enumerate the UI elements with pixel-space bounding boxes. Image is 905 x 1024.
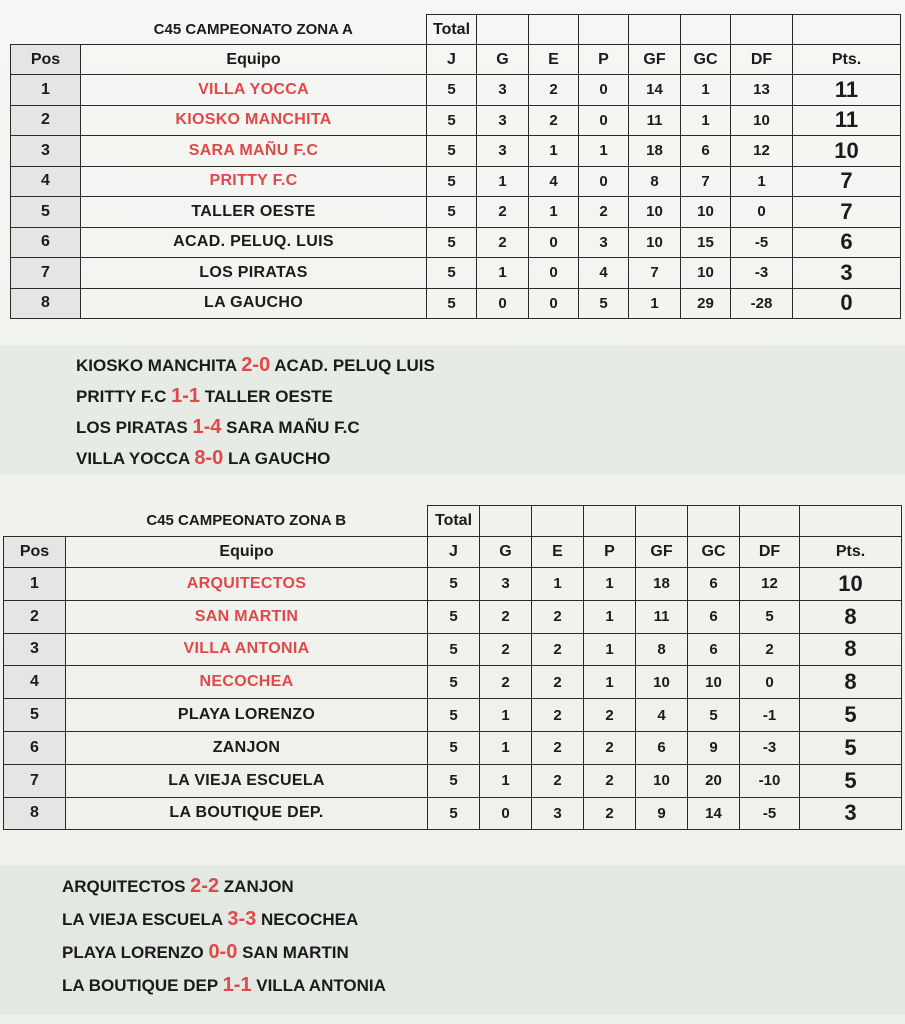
- zona-b-body: [4, 568, 902, 830]
- won-cell: 3: [477, 136, 529, 167]
- gc-header: GC: [681, 45, 731, 75]
- goals-for-cell: 4: [636, 699, 688, 732]
- drawn-cell: 2: [532, 600, 584, 633]
- match-result: [62, 908, 358, 931]
- zona-a-standings-table: [10, 14, 901, 319]
- table-row: [11, 197, 901, 228]
- pos-cell: 2: [11, 105, 81, 136]
- drawn-cell: 0: [529, 258, 579, 289]
- won-cell: 1: [477, 258, 529, 289]
- team-name: PLAYA LORENZO: [66, 699, 428, 732]
- won-cell: 2: [477, 197, 529, 228]
- table-row: [11, 136, 901, 167]
- match-score: 0-0: [208, 941, 238, 963]
- lost-cell: 1: [584, 666, 636, 699]
- match-score: 1-4: [192, 416, 222, 438]
- goals-against-cell: 6: [688, 568, 740, 601]
- table-row: [4, 666, 902, 699]
- goals-against-cell: 9: [688, 731, 740, 764]
- match-result: [62, 875, 294, 898]
- played-cell: 5: [428, 633, 480, 666]
- home-team: LOS PIRATAS: [76, 418, 188, 437]
- goal-diff-cell: 12: [740, 568, 800, 601]
- home-team: PLAYA LORENZO: [62, 943, 204, 962]
- table-row: [4, 633, 902, 666]
- e-header: E: [532, 537, 584, 568]
- team-name: LOS PIRATAS: [81, 258, 427, 289]
- goal-diff-cell: -3: [731, 258, 793, 289]
- points-cell: 6: [793, 227, 901, 258]
- played-cell: 5: [427, 227, 477, 258]
- points-cell: 0: [793, 288, 901, 319]
- team-name: LA BOUTIQUE DEP.: [66, 797, 428, 830]
- goals-against-cell: 29: [681, 288, 731, 319]
- goal-diff-cell: -1: [740, 699, 800, 732]
- goals-for-cell: 18: [629, 136, 681, 167]
- match-result: [76, 354, 435, 377]
- table-row: [4, 764, 902, 797]
- played-cell: 5: [428, 797, 480, 830]
- lost-cell: 2: [584, 764, 636, 797]
- lost-cell: 2: [584, 731, 636, 764]
- pos-header: Pos: [4, 537, 66, 568]
- goal-diff-cell: -5: [731, 227, 793, 258]
- goals-against-cell: 10: [681, 258, 731, 289]
- table-row: [11, 75, 901, 106]
- goals-for-cell: 8: [629, 166, 681, 197]
- lost-cell: 2: [579, 197, 629, 228]
- away-team: ZANJON: [223, 877, 294, 896]
- team-header: Equipo: [66, 537, 428, 568]
- goals-for-cell: 9: [636, 797, 688, 830]
- played-cell: 5: [427, 197, 477, 228]
- pos-cell: 5: [11, 197, 81, 228]
- match-score: 3-3: [227, 908, 257, 930]
- pos-cell: 8: [11, 288, 81, 319]
- pos-cell: 2: [4, 600, 66, 633]
- team-name: ACAD. PELUQ. LUIS: [81, 227, 427, 258]
- team-name: KIOSKO MANCHITA: [81, 105, 427, 136]
- team-header: Equipo: [81, 45, 427, 75]
- played-cell: 5: [427, 166, 477, 197]
- zona-a-results: [0, 345, 905, 475]
- match-result: [76, 447, 330, 470]
- played-cell: 5: [428, 731, 480, 764]
- zona-a-body: [11, 75, 901, 319]
- zona-a-header: [11, 15, 901, 75]
- pos-cell: 5: [4, 699, 66, 732]
- match-score: 1-1: [222, 974, 252, 996]
- drawn-cell: 2: [532, 666, 584, 699]
- goals-for-cell: 11: [636, 600, 688, 633]
- played-cell: 5: [427, 258, 477, 289]
- away-team: SARA MAÑU F.C: [226, 418, 360, 437]
- table-row: [11, 227, 901, 258]
- played-cell: 5: [428, 568, 480, 601]
- won-cell: 1: [480, 699, 532, 732]
- goal-diff-cell: -5: [740, 797, 800, 830]
- played-cell: 5: [428, 666, 480, 699]
- drawn-cell: 0: [529, 288, 579, 319]
- drawn-cell: 4: [529, 166, 579, 197]
- pos-cell: 7: [11, 258, 81, 289]
- points-cell: 8: [800, 633, 902, 666]
- e-header: E: [529, 45, 579, 75]
- goals-for-cell: 11: [629, 105, 681, 136]
- total-header: Total: [428, 506, 480, 537]
- goal-diff-cell: 13: [731, 75, 793, 106]
- drawn-cell: 2: [532, 764, 584, 797]
- match-result: [62, 974, 386, 997]
- points-cell: 3: [800, 797, 902, 830]
- won-cell: 0: [480, 797, 532, 830]
- home-team: ARQUITECTOS: [62, 877, 186, 896]
- goals-against-cell: 20: [688, 764, 740, 797]
- pos-cell: 3: [4, 633, 66, 666]
- won-cell: 2: [480, 600, 532, 633]
- lost-cell: 2: [584, 699, 636, 732]
- lost-cell: 2: [584, 797, 636, 830]
- lost-cell: 4: [579, 258, 629, 289]
- lost-cell: 3: [579, 227, 629, 258]
- goal-diff-cell: 1: [731, 166, 793, 197]
- played-cell: 5: [428, 699, 480, 732]
- zona-b-title: C45 CAMPEONATO ZONA B: [146, 512, 347, 530]
- goal-diff-cell: 12: [731, 136, 793, 167]
- zona-b-standings-table: [3, 505, 902, 830]
- gf-header: GF: [636, 537, 688, 568]
- points-cell: 10: [800, 568, 902, 601]
- g-header: G: [480, 537, 532, 568]
- lost-cell: 1: [584, 568, 636, 601]
- goals-for-cell: 1: [629, 288, 681, 319]
- match-result: [62, 941, 349, 964]
- goal-diff-cell: -3: [740, 731, 800, 764]
- goals-for-cell: 10: [636, 764, 688, 797]
- points-cell: 7: [793, 166, 901, 197]
- team-name: ARQUITECTOS: [66, 568, 428, 601]
- won-cell: 2: [480, 666, 532, 699]
- match-score: 1-1: [171, 385, 201, 407]
- pos-cell: 3: [11, 136, 81, 167]
- zona-a-title: C45 CAMPEONATO ZONA A: [153, 20, 353, 38]
- won-cell: 2: [477, 227, 529, 258]
- pos-cell: 1: [11, 75, 81, 106]
- pos-cell: 8: [4, 797, 66, 830]
- away-team: VILLA ANTONIA: [256, 976, 386, 995]
- table-row: [4, 699, 902, 732]
- won-cell: 2: [480, 633, 532, 666]
- goals-for-cell: 8: [636, 633, 688, 666]
- zona-a-column-header-row: [11, 45, 901, 75]
- home-team: LA BOUTIQUE DEP: [62, 976, 218, 995]
- table-row: [4, 797, 902, 830]
- home-team: KIOSKO MANCHITA: [76, 356, 237, 375]
- away-team: SAN MARTIN: [242, 943, 349, 962]
- goal-diff-cell: -10: [740, 764, 800, 797]
- points-cell: 10: [793, 136, 901, 167]
- table-row: [4, 600, 902, 633]
- team-name: VILLA YOCCA: [81, 75, 427, 106]
- match-score: 8-0: [194, 447, 224, 469]
- table-row: [11, 166, 901, 197]
- points-cell: 7: [793, 197, 901, 228]
- points-cell: 3: [793, 258, 901, 289]
- goals-for-cell: 10: [629, 227, 681, 258]
- points-cell: 8: [800, 600, 902, 633]
- df-header: DF: [740, 537, 800, 568]
- match-result: [76, 385, 333, 408]
- goals-against-cell: 6: [688, 600, 740, 633]
- points-cell: 11: [793, 105, 901, 136]
- goals-for-cell: 10: [636, 666, 688, 699]
- points-cell: 5: [800, 731, 902, 764]
- pos-cell: 4: [11, 166, 81, 197]
- away-team: NECOCHEA: [260, 910, 359, 929]
- table-row: [11, 288, 901, 319]
- drawn-cell: 2: [532, 731, 584, 764]
- goal-diff-cell: 2: [740, 633, 800, 666]
- p-header: P: [579, 45, 629, 75]
- pos-cell: 6: [11, 227, 81, 258]
- won-cell: 0: [477, 288, 529, 319]
- played-cell: 5: [427, 288, 477, 319]
- won-cell: 1: [480, 731, 532, 764]
- gc-header: GC: [688, 537, 740, 568]
- pos-header: Pos: [11, 45, 81, 75]
- drawn-cell: 2: [532, 633, 584, 666]
- match-score: 2-0: [241, 354, 271, 376]
- goals-for-cell: 14: [629, 75, 681, 106]
- team-name: VILLA ANTONIA: [66, 633, 428, 666]
- total-header: Total: [427, 15, 477, 45]
- zona-b-column-header-row: [4, 537, 902, 568]
- team-name: PRITTY F.C: [81, 166, 427, 197]
- team-name: SAN MARTIN: [66, 600, 428, 633]
- table-row: [4, 731, 902, 764]
- away-team: LA GAUCHO: [228, 449, 331, 468]
- drawn-cell: 3: [532, 797, 584, 830]
- lost-cell: 5: [579, 288, 629, 319]
- team-name: ZANJON: [66, 731, 428, 764]
- team-name: LA GAUCHO: [81, 288, 427, 319]
- goal-diff-cell: 5: [740, 600, 800, 633]
- match-score: 2-2: [190, 875, 220, 897]
- lost-cell: 1: [584, 633, 636, 666]
- lost-cell: 1: [584, 600, 636, 633]
- pts-header: Pts.: [793, 45, 901, 75]
- goals-against-cell: 6: [681, 136, 731, 167]
- df-header: DF: [731, 45, 793, 75]
- goal-diff-cell: 0: [731, 197, 793, 228]
- goals-against-cell: 14: [688, 797, 740, 830]
- played-cell: 5: [428, 600, 480, 633]
- played-cell: 5: [427, 136, 477, 167]
- goals-for-cell: 10: [629, 197, 681, 228]
- table-row: [4, 568, 902, 601]
- match-result: [76, 416, 360, 439]
- p-header: P: [584, 537, 636, 568]
- drawn-cell: 2: [529, 75, 579, 106]
- lost-cell: 0: [579, 105, 629, 136]
- goals-against-cell: 1: [681, 75, 731, 106]
- goals-against-cell: 15: [681, 227, 731, 258]
- goals-against-cell: 5: [688, 699, 740, 732]
- goal-diff-cell: 10: [731, 105, 793, 136]
- home-team: LA VIEJA ESCUELA: [62, 910, 223, 929]
- home-team: PRITTY F.C: [76, 387, 167, 406]
- team-name: SARA MAÑU F.C: [81, 136, 427, 167]
- lost-cell: 0: [579, 166, 629, 197]
- drawn-cell: 2: [532, 699, 584, 732]
- pos-cell: 1: [4, 568, 66, 601]
- j-header: J: [427, 45, 477, 75]
- goal-diff-cell: 0: [740, 666, 800, 699]
- goals-for-cell: 7: [629, 258, 681, 289]
- goals-against-cell: 10: [681, 197, 731, 228]
- zona-b-title-row: [4, 506, 902, 537]
- lost-cell: 0: [579, 75, 629, 106]
- points-cell: 5: [800, 699, 902, 732]
- home-team: VILLA YOCCA: [76, 449, 190, 468]
- won-cell: 3: [477, 105, 529, 136]
- played-cell: 5: [427, 75, 477, 106]
- won-cell: 3: [480, 568, 532, 601]
- lost-cell: 1: [579, 136, 629, 167]
- away-team: TALLER OESTE: [204, 387, 333, 406]
- gf-header: GF: [629, 45, 681, 75]
- team-name: NECOCHEA: [66, 666, 428, 699]
- pos-cell: 4: [4, 666, 66, 699]
- pos-cell: 6: [4, 731, 66, 764]
- drawn-cell: 1: [532, 568, 584, 601]
- played-cell: 5: [428, 764, 480, 797]
- goals-for-cell: 18: [636, 568, 688, 601]
- pos-cell: 7: [4, 764, 66, 797]
- drawn-cell: 1: [529, 197, 579, 228]
- away-team: ACAD. PELUQ LUIS: [274, 356, 435, 375]
- won-cell: 1: [480, 764, 532, 797]
- drawn-cell: 0: [529, 227, 579, 258]
- goal-diff-cell: -28: [731, 288, 793, 319]
- zona-b-results: [0, 865, 905, 1015]
- goals-against-cell: 1: [681, 105, 731, 136]
- drawn-cell: 2: [529, 105, 579, 136]
- points-cell: 5: [800, 764, 902, 797]
- pts-header: Pts.: [800, 537, 902, 568]
- table-row: [11, 258, 901, 289]
- played-cell: 5: [427, 105, 477, 136]
- team-name: LA VIEJA ESCUELA: [66, 764, 428, 797]
- goals-for-cell: 6: [636, 731, 688, 764]
- drawn-cell: 1: [529, 136, 579, 167]
- won-cell: 3: [477, 75, 529, 106]
- j-header: J: [428, 537, 480, 568]
- zona-a-title-row: [11, 15, 901, 45]
- goals-against-cell: 10: [688, 666, 740, 699]
- points-cell: 8: [800, 666, 902, 699]
- zona-b-header: [4, 506, 902, 568]
- team-name: TALLER OESTE: [81, 197, 427, 228]
- points-cell: 11: [793, 75, 901, 106]
- table-row: [11, 105, 901, 136]
- g-header: G: [477, 45, 529, 75]
- goals-against-cell: 6: [688, 633, 740, 666]
- won-cell: 1: [477, 166, 529, 197]
- goals-against-cell: 7: [681, 166, 731, 197]
